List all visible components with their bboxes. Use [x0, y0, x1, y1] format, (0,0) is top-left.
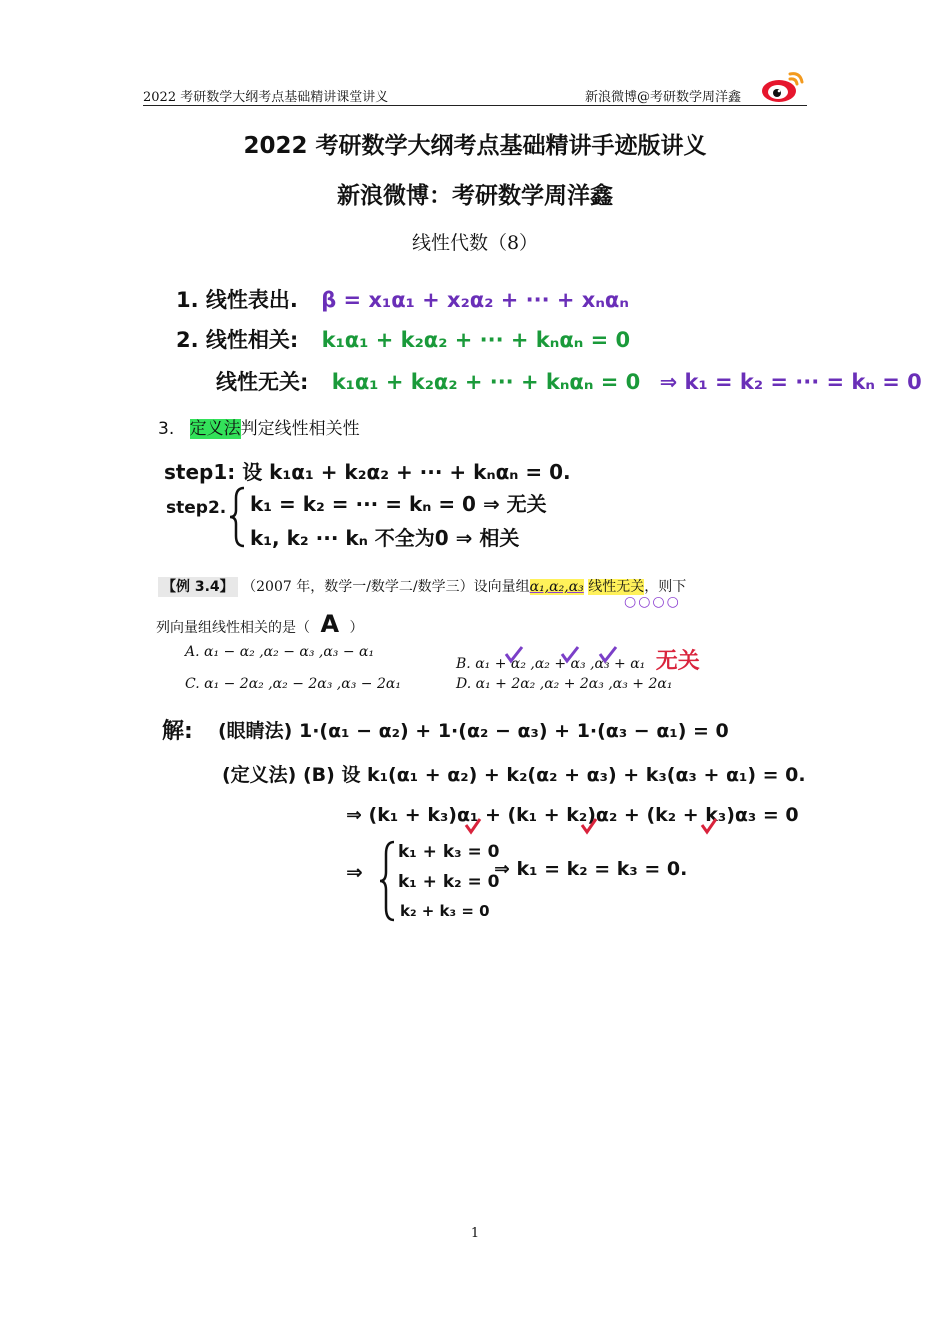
- header-left: 2022 考研数学大纲考点基础精讲课堂讲义: [143, 90, 389, 105]
- solution-line-1: (眼睛法) 1·(α₁ − α₂) + 1·(α₂ − α₃) + 1·(α₃ − α₁) = 0: [218, 720, 729, 742]
- step-1: step1: 设 k₁α₁ + k₂α₂ + ··· + kₙαₙ = 0.: [164, 460, 571, 484]
- header-divider: [143, 105, 807, 106]
- step-2-case-b: k₁, k₂ ··· kₙ 不全为0 ⇒ 相关: [250, 526, 520, 550]
- item-3: 3. 定义法判定线性相关性: [158, 419, 360, 439]
- step-2-label: step2.: [166, 498, 227, 518]
- red-check-marks-icon: [462, 816, 752, 836]
- emphasis-dots: ○○○○: [624, 594, 681, 610]
- example-tag: 【例 3.4】: [158, 577, 238, 597]
- note-line-2: 2. 线性相关: k₁α₁ + k₂α₂ + ··· + kₙαₙ = 0: [176, 328, 631, 352]
- option-b: B. α₁ + α₂ ,α₂ + α₃ ,α₃ + α₁ 无关: [456, 649, 700, 674]
- system-eq-3: k₂ + k₃ = 0: [400, 902, 490, 920]
- system-eq-1: k₁ + k₃ = 0: [398, 842, 500, 862]
- section-title: 线性代数（8）: [411, 232, 539, 254]
- note-line-1: 1. 线性表出. β = x₁α₁ + x₂α₂ + ··· + xₙαₙ: [176, 288, 629, 312]
- handwritten-answer: A: [320, 610, 340, 638]
- step-2-case-a: k₁ = k₂ = ··· = kₙ = 0 ⇒ 无关: [250, 492, 547, 516]
- page-title: 2022 考研数学大纲考点基础精讲手迹版讲义: [243, 133, 707, 159]
- option-a: A. α₁ − α₂ ,α₂ − α₃ ,α₃ − α₁: [185, 644, 375, 660]
- solution-result: ⇒ k₁ = k₂ = k₃ = 0.: [494, 858, 688, 880]
- note-line-3: 线性无关: k₁α₁ + k₂α₂ + ··· + kₙαₙ = 0 ⇒ k₁ = k₂ = ··· = kₙ = 0: [216, 370, 922, 394]
- option-d: D. α₁ + 2α₂ ,α₂ + 2α₃ ,α₃ + 2α₁: [456, 676, 673, 692]
- page-number: 1: [470, 1226, 480, 1241]
- option-c: C. α₁ − 2α₂ ,α₂ − 2α₃ ,α₃ − 2α₁: [185, 676, 401, 692]
- brace-icon: [228, 486, 248, 548]
- header-right: 新浪微博@考研数学周洋鑫: [585, 90, 742, 105]
- example-stem: 【例 3.4】 （2007 年，数学一/数学二/数学三）设向量组α₁,α₂,α₃ 线性无关，则下: [158, 576, 686, 596]
- solution-label: 解:: [162, 719, 193, 744]
- weibo-logo-icon: [760, 66, 806, 104]
- solution-implies: ⇒: [346, 860, 363, 884]
- example-stem-line2: 列向量组线性相关的是（ A ）: [156, 610, 364, 638]
- check-marks-icon: [504, 644, 644, 666]
- option-b-note: 无关: [655, 649, 700, 674]
- system-eq-2: k₁ + k₂ = 0: [398, 872, 500, 892]
- solution-line-3: ⇒ (k₁ + k₃)α₁ + (k₁ + k₂)α₂ + (k₂ + k₃)α₃ = 0: [346, 804, 799, 826]
- page-subtitle: 新浪微博：考研数学周洋鑫: [337, 183, 613, 209]
- solution-line-2: (定义法) (B) 设 k₁(α₁ + α₂) + k₂(α₂ + α₃) + k₃(α₃ + α₁) = 0.: [222, 764, 806, 786]
- brace-icon-2: [378, 840, 398, 922]
